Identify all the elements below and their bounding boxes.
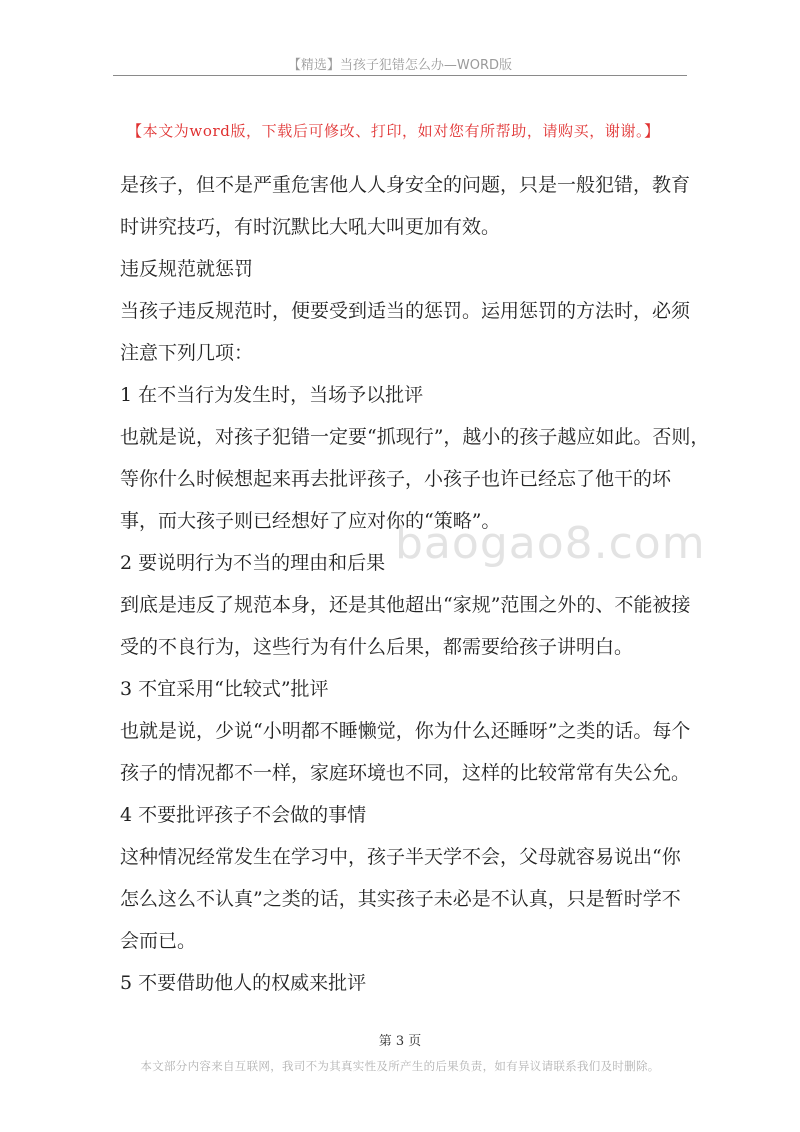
numbered-heading: 5 不要借助他人的权威来批评: [120, 972, 367, 994]
body-line: 孩子的情况都不一样，家庭环境也不同，这样的比较常常有失公允。: [120, 762, 691, 784]
section-heading: 违反规范就惩罚: [120, 258, 254, 280]
header-divider: [113, 75, 687, 76]
body-line: 时讲究技巧，有时沉默比大吼大叫更加有效。: [120, 216, 501, 238]
body-line: 事，而大孩子则已经想好了应对你的“策略”。: [120, 510, 501, 532]
body-line: 这种情况经常发生在学习中，孩子半天学不会，父母就容易说出“你: [120, 846, 681, 868]
body-line: 当孩子违反规范时，便要受到适当的惩罚。运用惩罚的方法时，必须: [120, 300, 691, 322]
watermark: baogao8.com: [395, 518, 706, 569]
document-body: [120, 164, 710, 1004]
download-notice: 【本文为word版，下载后可修改、打印，如对您有所帮助，请购买，谢谢。】: [127, 122, 660, 140]
body-line: 注意下列几项：: [120, 342, 254, 364]
body-line: 到底是违反了规范本身，还是其他超出“家规”范围之外的、不能被接: [120, 594, 691, 616]
footer-disclaimer: 本文部分内容来自互联网，我司不为其真实性及所产生的后果负责，如有异议请联系我们及时删除。: [140, 1059, 660, 1073]
body-line: 会而已。: [120, 930, 197, 952]
body-line: 等你什么时候想起来再去批评孩子，小孩子也许已经忘了他干的坏: [120, 468, 672, 490]
numbered-heading: 1 在不当行为发生时，当场予以批评: [120, 384, 424, 406]
page-header-title: 【精选】当孩子犯错怎么办—WORD版: [287, 58, 513, 73]
body-line: 也就是说，对孩子犯错一定要“抓现行”，越小的孩子越应如此。否则，: [120, 426, 710, 448]
body-line: 也就是说，少说“小明都不睡懒觉，你为什么还睡呀”之类的话。每个: [120, 720, 691, 742]
numbered-heading: 3 不宜采用“比较式”批评: [120, 678, 329, 700]
body-line: 受的不良行为，这些行为有什么后果，都需要给孩子讲明白。: [120, 636, 634, 658]
body-line: 怎么这么不认真”之类的话，其实孩子未必是不认真，只是暂时学不: [120, 888, 681, 910]
body-line: 是孩子，但不是严重危害他人人身安全的问题，只是一般犯错，教育: [120, 174, 691, 196]
page-number: 第 3 页: [378, 1034, 422, 1049]
numbered-heading: 4 不要批评孩子不会做的事情: [120, 804, 367, 826]
numbered-heading: 2 要说明行为不当的理由和后果: [120, 552, 386, 574]
